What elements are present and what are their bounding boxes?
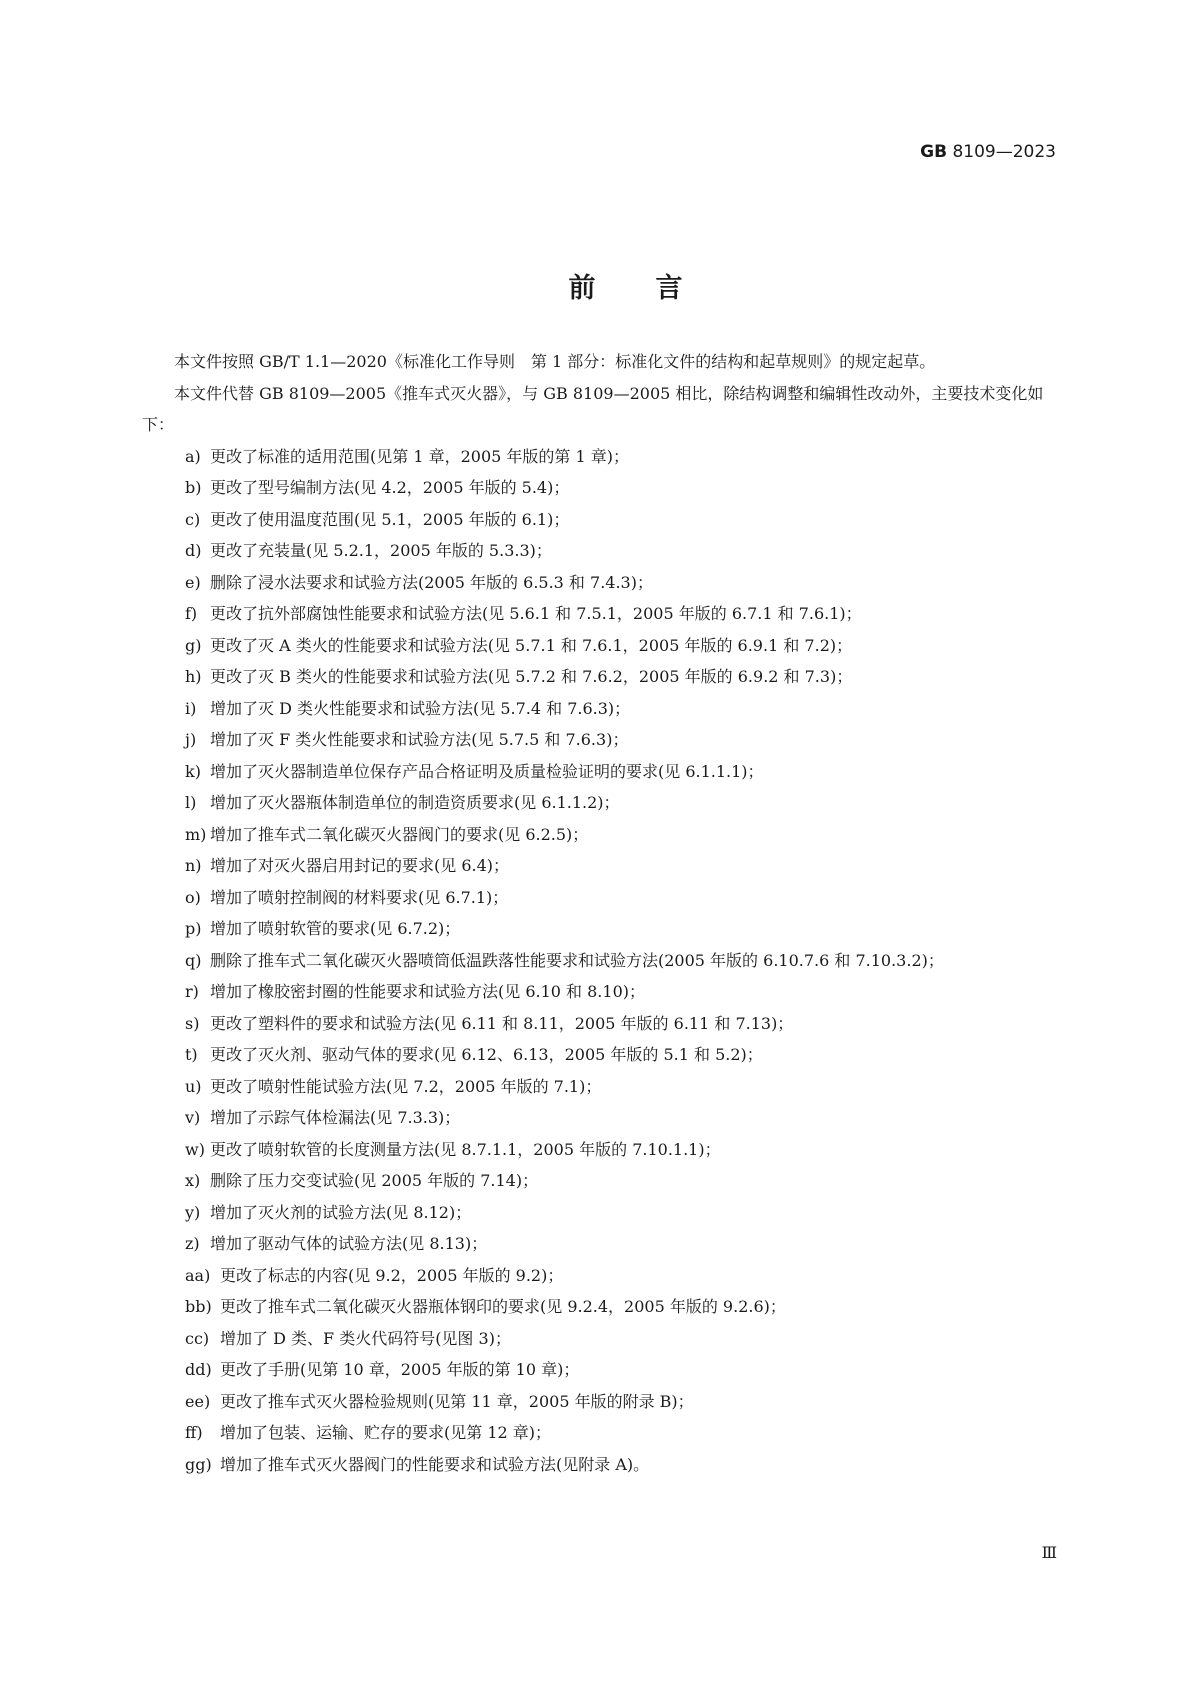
list-item-marker: m): [185, 824, 207, 844]
list-item-text: 增加了驱动气体的试验方法(见 8.13)；: [210, 1234, 488, 1253]
list-item-marker: p): [185, 919, 202, 938]
page-number: Ⅲ: [1041, 1543, 1057, 1562]
list-item-text: 更改了喷射软管的长度测量方法(见 8.7.1.1，2005 年版的 7.10.1.1)；: [210, 1139, 721, 1159]
list-item-marker: aa): [185, 1265, 211, 1285]
list-item-text: 更改了抗外部腐蚀性能要求和试验方法(见 5.6.1 和 7.5.1，2005 年版的 6.7.1 和 7.6.1)；: [210, 604, 862, 623]
list-item: [142, 504, 1062, 536]
list-item: [142, 1134, 1062, 1166]
list-item-text: 更改了灭火剂、驱动气体的要求(见 6.12、6.13，2005 年版的 5.1 和 5.2)；: [210, 1045, 763, 1064]
list-item-text: 更改了推车式灭火器检验规则(见第 11 章，2005 年版的附录 B)；: [220, 1391, 694, 1411]
list-item-marker: c): [185, 509, 201, 529]
list-item: [142, 724, 1062, 756]
list-item-text: 更改了充装量(见 5.2.1，2005 年版的 5.3.3)；: [210, 541, 552, 560]
list-item: [142, 882, 1062, 914]
list-item-marker: x): [185, 1171, 201, 1190]
list-item: [142, 472, 1062, 504]
list-item-text: 增加了灭火器瓶体制造单位的制造资质要求(见 6.1.1.2)；: [210, 793, 620, 812]
list-item-text: 更改了灭 A 类火的性能要求和试验方法(见 5.7.1 和 7.6.1，2005 年版的 6.9.1 和 7.2)；: [210, 635, 853, 655]
list-item: [142, 535, 1062, 567]
list-item-text: 增加了橡胶密封圈的性能要求和试验方法(见 6.10 和 8.10)；: [210, 982, 645, 1001]
list-item: [142, 567, 1062, 599]
list-item-text: 更改了塑料件的要求和试验方法(见 6.11 和 8.11，2005 年版的 6.11 和 7.13)；: [210, 1013, 794, 1033]
list-item: [142, 819, 1062, 851]
list-item: [142, 1165, 1062, 1197]
list-item: [142, 756, 1062, 788]
list-item-text: 删除了推车式二氧化碳灭火器喷筒低温跌落性能要求和试验方法(2005 年版的 6.10.7.6 和 7.10.3.2)；: [210, 950, 944, 970]
list-item-text: 增加了灭火剂的试验方法(见 8.12)；: [210, 1202, 472, 1222]
list-item-text: 更改了推车式二氧化碳灭火器瓶体钢印的要求(见 9.2.4，2005 年版的 9.2.6)；: [220, 1297, 786, 1316]
list-item: [142, 1102, 1062, 1134]
list-item: [142, 913, 1062, 945]
list-item: [142, 1354, 1062, 1386]
list-item: [142, 1449, 1062, 1481]
list-item-marker: gg): [185, 1454, 212, 1474]
standard-code: [920, 142, 1056, 162]
list-item-marker: q): [185, 950, 202, 970]
list-item-marker: u): [185, 1076, 202, 1096]
list-item-text: 删除了压力交变试验(见 2005 年版的 7.14)；: [210, 1171, 539, 1190]
list-item-marker: e): [185, 572, 201, 592]
list-item-marker: o): [185, 887, 201, 907]
list-item: [142, 1291, 1062, 1323]
list-item-marker: k): [185, 761, 201, 781]
list-item: [142, 630, 1062, 662]
list-item-text: 增加了灭 F 类火性能要求和试验方法(见 5.7.5 和 7.6.3)；: [210, 730, 629, 749]
list-item-text: 增加了推车式二氧化碳灭火器阀门的要求(见 6.2.5)；: [210, 824, 589, 844]
list-item: [142, 1417, 1062, 1449]
list-item-text: 更改了标准的适用范围(见第 1 章，2005 年版的第 1 章)；: [210, 446, 629, 466]
list-item-marker: t): [185, 1045, 198, 1064]
paragraph-drafting-rules: 本文件按照 GB/T 1.1—2020《标准化工作导则 第 1 部分：标准化文件的结构和起草规则》的规定起草。: [174, 352, 936, 371]
list-item-marker: g): [185, 635, 202, 655]
list-item: [142, 1071, 1062, 1103]
list-item-marker: s): [185, 1013, 200, 1033]
list-item-text: 增加了灭 D 类火性能要求和试验方法(见 5.7.4 和 7.6.3)；: [210, 698, 631, 718]
list-item: [142, 1008, 1062, 1040]
list-item-text: 更改了手册(见第 10 章，2005 年版的第 10 章)；: [220, 1360, 580, 1379]
list-item-marker: j): [185, 730, 197, 749]
list-item: [142, 945, 1062, 977]
list-item-text: 更改了型号编制方法(见 4.2，2005 年版的 5.4)；: [210, 478, 570, 497]
list-item: [142, 1039, 1062, 1071]
list-item-marker: ff): [185, 1423, 203, 1442]
list-item-marker: cc): [185, 1328, 210, 1348]
list-item-marker: f): [185, 604, 198, 623]
list-item-marker: z): [185, 1234, 200, 1253]
list-item: [142, 1197, 1062, 1229]
paragraph-replacement-note: 本文件代替 GB 8109—2005《推车式灭火器》，与 GB 8109—2005 相比，除结构调整和编辑性改动外，主要技术变化如下：: [142, 383, 1044, 434]
list-item-marker: bb): [185, 1297, 212, 1316]
list-item: [142, 1228, 1062, 1260]
list-item-text: 删除了浸水法要求和试验方法(2005 年版的 6.5.3 和 7.4.3)；: [210, 572, 653, 592]
list-item-text: 更改了灭 B 类火的性能要求和试验方法(见 5.7.2 和 7.6.2，2005 年版的 6.9.2 和 7.3)；: [210, 667, 853, 686]
list-item-marker: h): [185, 667, 202, 686]
list-item-text: 增加了示踪气体检漏法(见 7.3.3)；: [210, 1108, 461, 1127]
list-item: [142, 693, 1062, 725]
list-item-marker: ee): [185, 1391, 211, 1411]
list-item: [142, 976, 1062, 1008]
standard-code-prefix: GB: [920, 142, 948, 162]
list-item: [142, 787, 1062, 819]
standard-code-number: 8109—2023: [952, 142, 1056, 162]
list-item-text: 增加了喷射软管的要求(见 6.7.2)；: [210, 919, 461, 938]
list-item-text: 增加了喷射控制阀的材料要求(见 6.7.1)；: [210, 887, 509, 907]
list-item-text: 增加了灭火器制造单位保存产品合格证明及质量检验证明的要求(见 6.1.1.1)；: [210, 761, 764, 781]
list-item-marker: i): [185, 698, 197, 718]
list-item: [142, 598, 1062, 630]
list-item: [142, 661, 1062, 693]
list-item-text: 增加了对灭火器启用封记的要求(见 6.4)；: [210, 856, 510, 875]
list-item: [142, 1386, 1062, 1418]
list-item-text: 更改了使用温度范围(见 5.1，2005 年版的 6.1)；: [210, 509, 570, 529]
list-item-marker: w): [185, 1139, 205, 1159]
list-item-marker: a): [185, 446, 201, 466]
list-item-text: 更改了标志的内容(见 9.2，2005 年版的 9.2)；: [220, 1265, 564, 1285]
list-item-marker: l): [185, 793, 197, 812]
list-item: [142, 441, 1062, 473]
list-item-marker: r): [185, 982, 199, 1001]
list-item-marker: dd): [185, 1360, 212, 1379]
list-item-text: 增加了推车式灭火器阀门的性能要求和试验方法(见附录 A)。: [220, 1454, 650, 1474]
list-item: [142, 1323, 1062, 1355]
list-item-text: 增加了包装、运输、贮存的要求(见第 12 章)；: [220, 1423, 552, 1442]
list-item: [142, 850, 1062, 882]
list-item: [142, 1260, 1062, 1292]
list-item-marker: d): [185, 541, 202, 560]
page-title: 前言: [568, 273, 743, 305]
list-item-marker: v): [185, 1108, 201, 1127]
technical-changes-list: [142, 441, 1062, 1481]
list-item-text: 增加了 D 类、F 类火代码符号(见图 3)；: [220, 1328, 511, 1348]
list-item-marker: b): [185, 478, 202, 497]
list-item-marker: n): [185, 856, 202, 875]
foreword-body: [142, 346, 1062, 1480]
list-item-text: 更改了喷射性能试验方法(见 7.2，2005 年版的 7.1)；: [210, 1076, 602, 1096]
list-item-marker: y): [185, 1202, 201, 1222]
